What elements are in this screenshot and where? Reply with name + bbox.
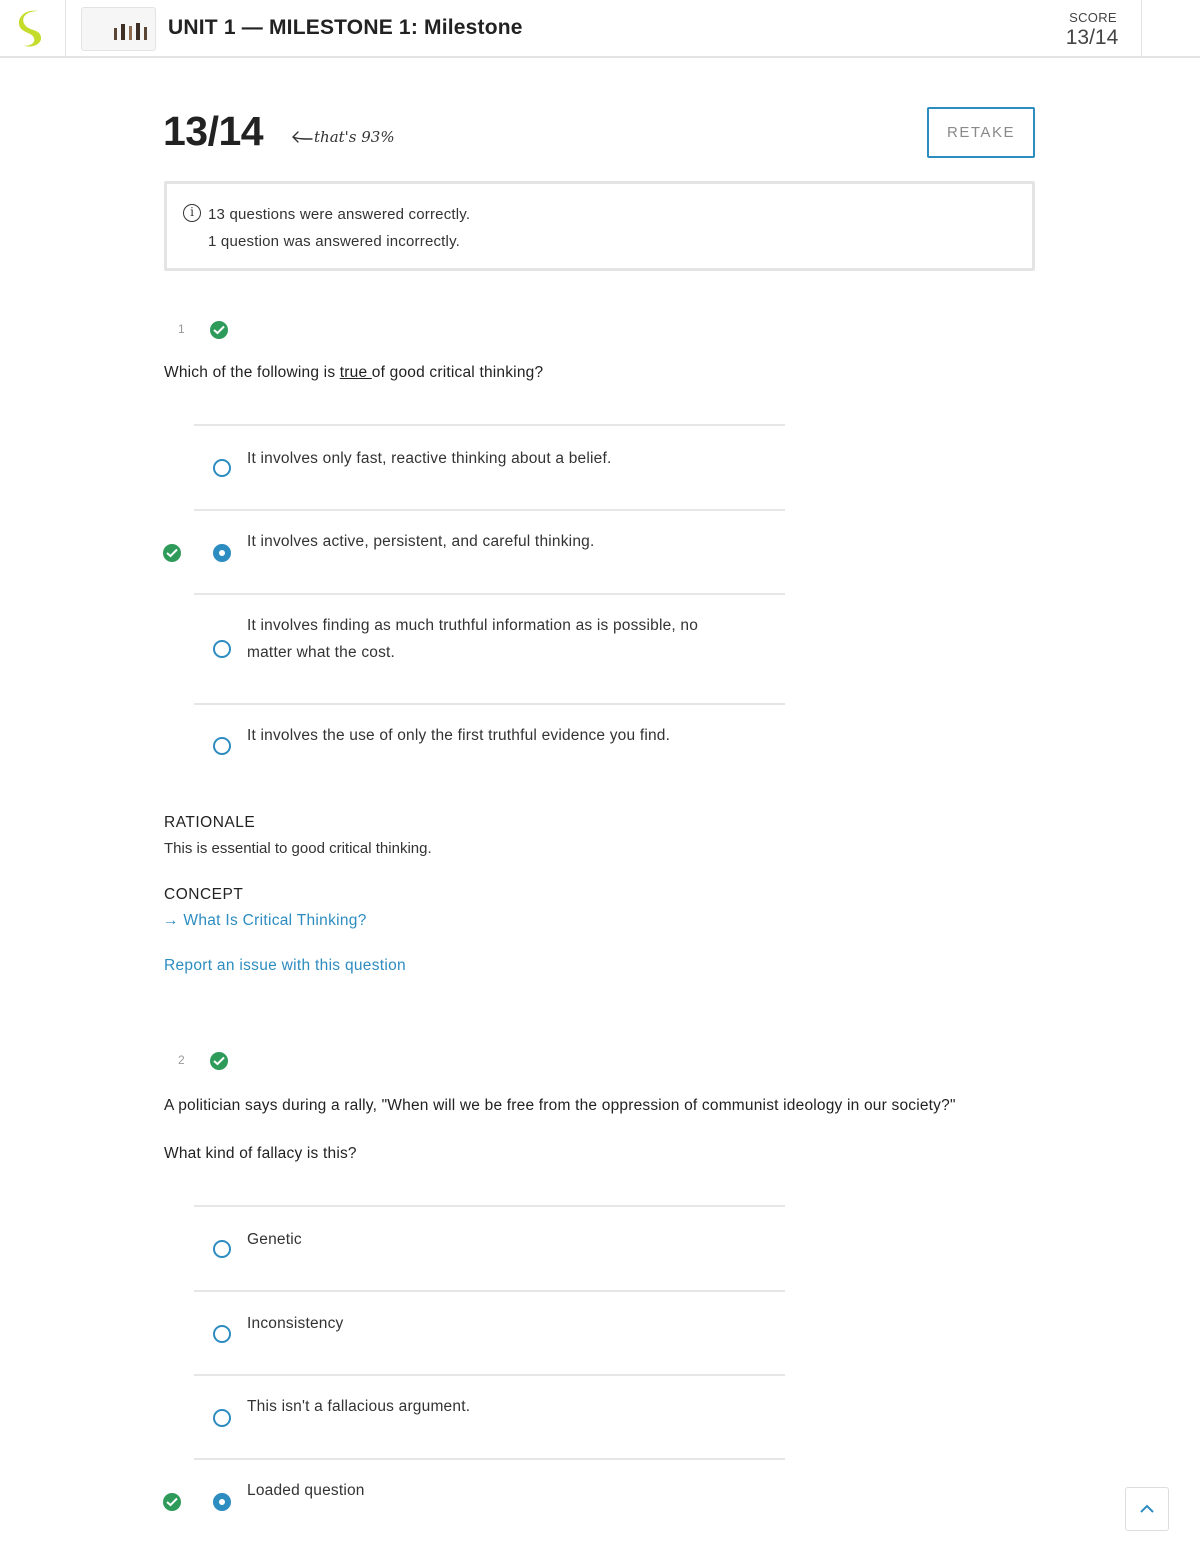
- question-number: 2: [178, 1053, 185, 1067]
- sophia-logo-icon: [16, 9, 48, 49]
- top-bar: [0, 0, 1200, 58]
- question-text-part: of good critical thinking?: [371, 364, 544, 381]
- radio-button[interactable]: [213, 459, 231, 477]
- retake-button[interactable]: RETAKE: [927, 107, 1035, 158]
- correct-check-icon: [163, 1493, 181, 1511]
- correct-check-icon: [210, 1052, 228, 1070]
- correct-check-icon: [210, 321, 228, 339]
- percent-note: [290, 128, 395, 146]
- answer-choice[interactable]: [194, 1458, 785, 1548]
- score-label: SCORE: [1069, 10, 1117, 25]
- chevron-up-icon: [1140, 1504, 1154, 1514]
- choice-text: This isn't a fallacious argument.: [247, 1398, 471, 1415]
- answer-choice[interactable]: [194, 1290, 785, 1374]
- choice-text: It involves active, persistent, and careful thinking.: [247, 533, 595, 550]
- big-score: 13/14: [163, 108, 264, 154]
- radio-button-selected[interactable]: [213, 544, 231, 562]
- course-thumbnail: [81, 7, 156, 51]
- answer-choice[interactable]: [194, 1374, 785, 1458]
- choice-text: Genetic: [247, 1231, 302, 1248]
- answer-choice[interactable]: [194, 703, 785, 788]
- chess-pieces-icon: [112, 22, 152, 42]
- page-title: UNIT 1 — MILESTONE 1: Milestone: [168, 16, 523, 39]
- radio-button[interactable]: [213, 640, 231, 658]
- choice-text: It involves only fast, reactive thinking about a belief.: [247, 450, 612, 467]
- arrow-left-icon: [290, 130, 314, 144]
- choice-text: It involves finding as much truthful information as is possible, no matter what the cost.: [247, 617, 699, 661]
- radio-button[interactable]: [213, 1325, 231, 1343]
- answer-choice[interactable]: [194, 593, 785, 703]
- answer-choices: [194, 424, 785, 788]
- question-text: A politician says during a rally, "When will we be free from the oppression of communist ideology in our society?": [164, 1097, 956, 1114]
- question-number: 1: [178, 322, 185, 336]
- answer-choice[interactable]: [194, 509, 785, 593]
- percent-note-text: that's 93%: [314, 128, 395, 146]
- score-value: 13/14: [1065, 26, 1119, 49]
- info-icon: i: [183, 204, 201, 222]
- answer-choices: [194, 1205, 785, 1548]
- choice-text: Inconsistency: [247, 1315, 344, 1332]
- choice-text: It involves the use of only the first truthful evidence you find.: [247, 727, 671, 744]
- correct-check-icon: [163, 544, 181, 562]
- info-incorrect: 1 question was answered incorrectly.: [208, 233, 461, 250]
- question-subtext: What kind of fallacy is this?: [164, 1145, 357, 1162]
- header-score: [1040, 0, 1142, 57]
- rationale-text: This is essential to good critical thinking.: [164, 840, 432, 857]
- question-text: [164, 364, 543, 382]
- concept-heading: CONCEPT: [164, 886, 244, 903]
- answer-choice[interactable]: [194, 1205, 785, 1290]
- choice-text: Loaded question: [247, 1482, 365, 1499]
- radio-button-selected[interactable]: [213, 1493, 231, 1511]
- scroll-to-top-button[interactable]: [1125, 1487, 1169, 1531]
- answer-choice[interactable]: [194, 424, 785, 509]
- rationale-heading: RATIONALE: [164, 814, 256, 831]
- results-info-box: [164, 181, 1035, 271]
- concept-link[interactable]: → What Is Critical Thinking?: [163, 912, 367, 929]
- radio-button[interactable]: [213, 737, 231, 755]
- radio-button[interactable]: [213, 1240, 231, 1258]
- question-text-emphasis: true: [339, 364, 372, 381]
- report-issue-link[interactable]: Report an issue with this question: [164, 957, 406, 974]
- logo[interactable]: [0, 0, 66, 57]
- info-correct: 13 questions were answered correctly.: [208, 206, 471, 223]
- question-text-part: Which of the following is: [164, 364, 340, 381]
- radio-button[interactable]: [213, 1409, 231, 1427]
